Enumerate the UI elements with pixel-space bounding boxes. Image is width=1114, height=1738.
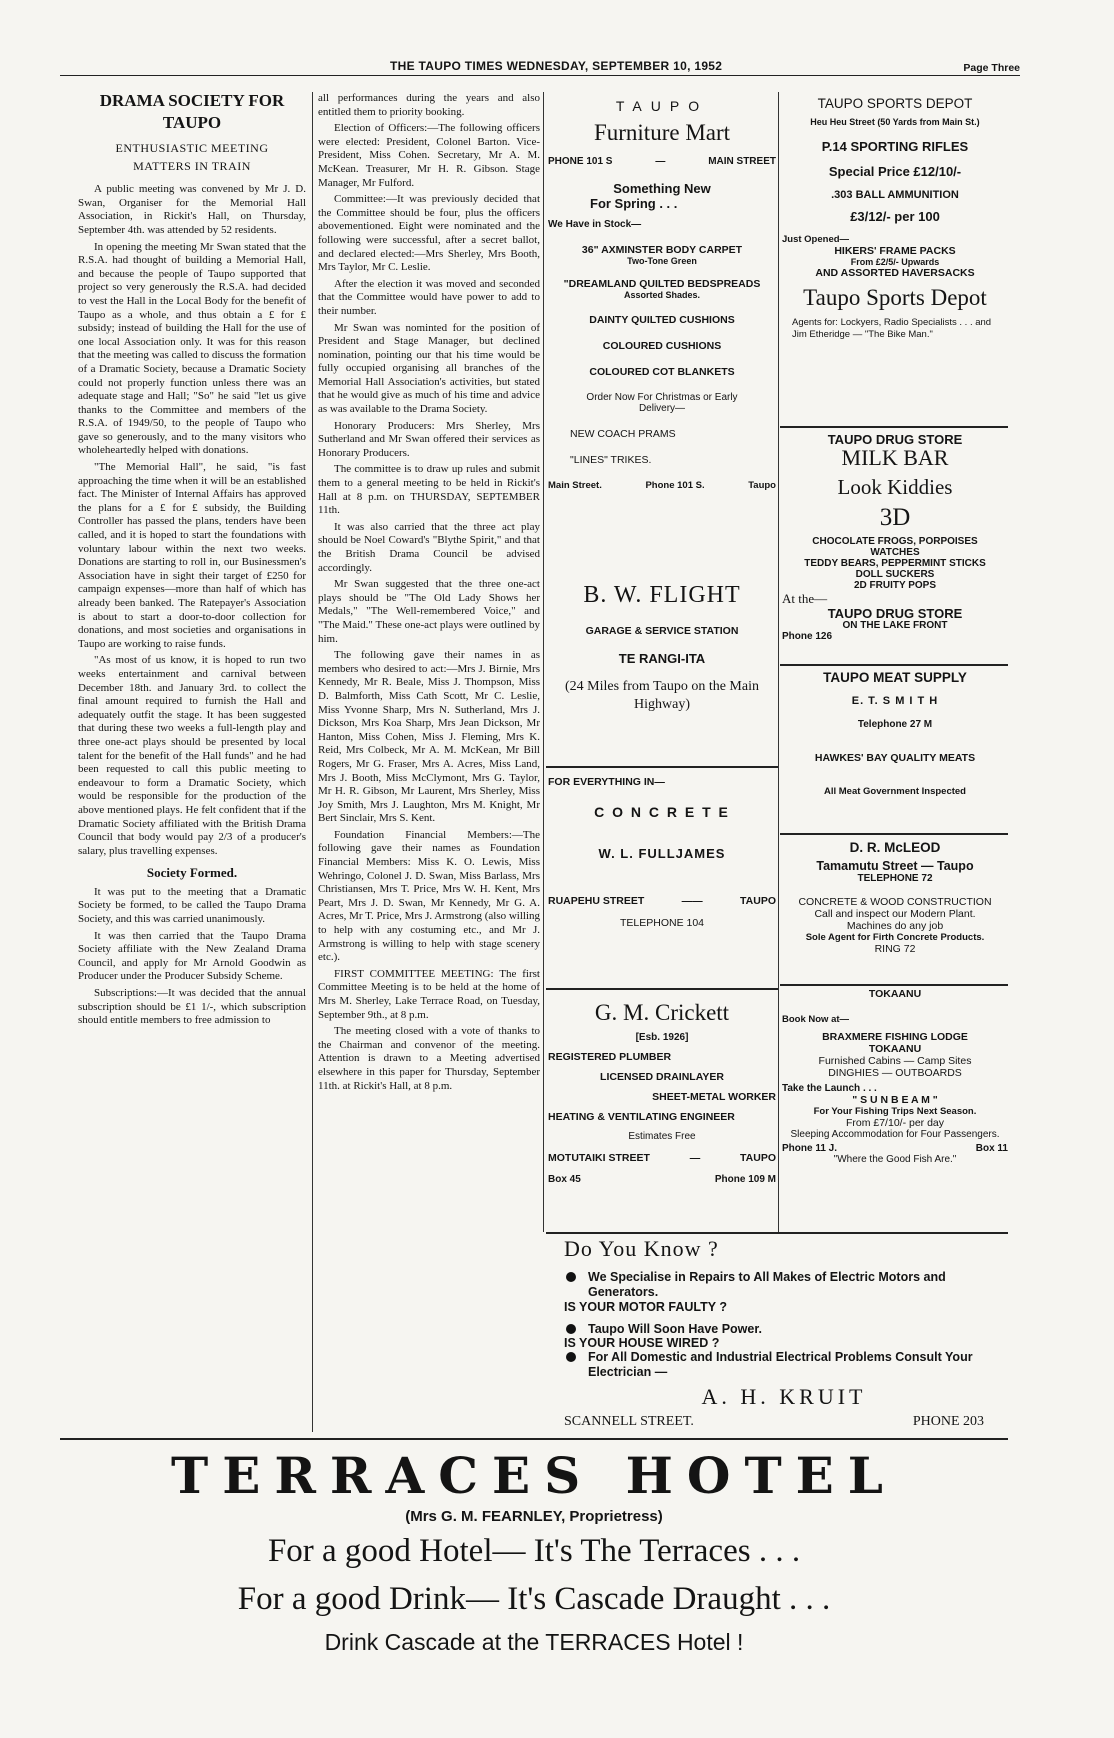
section-heading: Society Formed. [146, 865, 238, 881]
ad-line: CONCRETE & WOOD CONSTRUCTION [798, 896, 992, 908]
ad-line: HIKERS' FRAME PACKS [834, 245, 956, 257]
ad-line: HAWKES' BAY QUALITY MEATS [814, 752, 976, 764]
paragraph: The committee is to draw up rules and submit them to a general meeting to be held in Rickit's Hall at 8 p.m. on THURSDAY, SEPTEMBER 11th. [318, 463, 540, 517]
ad-item: COLOURED COT BLANKETS [589, 366, 735, 378]
ad-line: From £2/5/- Upwards [850, 257, 940, 267]
ad-line: GARAGE & SERVICE STATION [585, 625, 739, 637]
ad-item-sub: Two-Tone Green [627, 256, 697, 266]
ad-box: Box 45 [548, 1174, 581, 1185]
ad-line: For Your Fishing Trips Next Season. [813, 1106, 977, 1117]
paragraph: "The Memorial Hall", he said, "is fast approaching the time when it will be an established fact. The Minister of Internal Affairs has approved the plans for a £ for £ subsidy, the Building Controller has passed the plans, tenders have been called, and it is hoped to start the foundations with voluntary labour within the next two weeks. Donations are starting to roll in, our Businessmen's Association have in sight their target of £250 for campaign expenses—more than half of which has already been banked. The Ratepayer's Association is about to start a door-to-door collection for donations, and most societies and organisations in Taupo are working to raise funds. [78, 461, 306, 650]
ad-title: MILK BAR [841, 445, 949, 470]
paragraph: Foundation Financial Members:—The following gave their names as Foundation Financial Members: Miss K. O. Lewis, Miss Wehringo, Colonel J. D. Swan, Miss Barlass, Mrs Christiansen, Mrs T. Price, Mrs W. H. Kent, Mrs Peart, Mrs J. D. Swan, Mr Kennedy, Mr G. A. Acres, Mr T. Price, Mrs J. Armstrong (also willing to help with any costuming etc., and Mr J. Armstrong is willing to help with stage scenery etc.). [318, 828, 540, 964]
ad-line: Something New [613, 181, 711, 196]
ad-line: " S U N B E A M " [852, 1094, 938, 1106]
ad-divider [780, 426, 1008, 428]
ad-item: 36" AXMINSTER BODY CARPET [581, 244, 743, 256]
column-divider [312, 92, 313, 1432]
ad-sports-depot [782, 96, 1008, 341]
paragraph: FIRST COMMITTEE MEETING: The first Committee Meeting is to be held at the home of Mrs M. Sherley, Lake Terrace Road, on Tuesday, September 9th., at 8 p.m. [318, 967, 540, 1021]
ad-street: RUAPEHU STREET [548, 895, 645, 907]
masthead [60, 56, 1020, 76]
ad-divider [780, 984, 1008, 986]
ad-tokaanu [782, 988, 1008, 1165]
ad-phone: TELEPHONE 72 [857, 873, 933, 884]
ad-dash: — [655, 156, 666, 167]
paragraph: The following gave their names in as members who desired to act:—Mrs J. Birnie, Mrs Kennedy, Mr R. Beale, Miss J. Thompson, Miss D. Balmforth, Miss Cath Scott, Mr C. Leslie, Miss Yvonne Sharp, Mrs N. Sutherland, Mrs J. Dickson, Mrs Koa Sharp, Mrs Jean Dickson, Mr Hanton, Miss Cohen, Miss J. Fleming, Mrs K. Reid, Mrs Colbeck, Mr A. M. McKean, Mr Bill Rogers, Mr G. Fraser, Mrs A. Acres, Miss Land, Mrs J. Booth, Miss McClymont, Mrs G. Taylor, Mr H. R. Gibson, Mr Laurent, Mrs Sherley, Miss Joy Smith, Mrs J. Laughton, Mrs M. Knight, Mr Bert Sinclair, Mrs S. Kent. [318, 649, 540, 825]
paragraph: After the election it was moved and seconded that the Committee would have power to add to their number. [318, 277, 540, 317]
ad-street: MAIN STREET [708, 156, 776, 167]
ad-title: TAUPO DRUG STORE [827, 432, 963, 447]
column-divider [778, 92, 779, 1232]
ad-crickett [548, 1000, 776, 1185]
ad-dash: —— [681, 895, 703, 907]
ad-line: DINGHIES — OUTBOARDS [828, 1067, 962, 1079]
ad-contact-row [548, 1174, 776, 1185]
bullet-icon [566, 1324, 576, 1334]
ad-contact-row [564, 1414, 1004, 1430]
ad-divider [780, 664, 1008, 666]
article-subhead: ENTHUSIASTIC MEETING [115, 141, 269, 155]
paragraph: Mr Swan was nominted for the position of President and Stage Manager, but declined nomination, pointing our that his time would be fully occupied organising all branches of the Memorial Hall Association's activities, but stated that he would give as much of his time and advice as was available to the Drama Society. [318, 321, 540, 416]
ad-phone: Phone 11 J. [782, 1143, 838, 1154]
ad-phone: PHONE 203 [912, 1414, 984, 1429]
ad-divider [546, 988, 778, 990]
ad-title: TERRACES HOTEL [171, 1446, 897, 1505]
ad-slogan: For a good Drink— It's Cascade Draught . . . [237, 1581, 831, 1617]
ad-bw-flight [548, 582, 776, 714]
paragraph: "As most of us know, it is hoped to run two weeks entertainment and carnival between December 18th. and January 3rd. to collect the final amount required to furnish the Hall and adequately outfit the stage. It has been suggested that during these two weeks a full-length play and three one-act plays should be presented by local talent for the benefit of the Hall funds" and he had been requested to call this public meeting to endeavour to form a Dramatic Society, which would be responsible for the production of the above mentioned plays. He felt confident that if the Dramatic Society affiliated with the British Drama Council that body would pay 2/3 of a producer's salary, plus travelling expenses. [78, 654, 306, 857]
ad-line: E. T. S M I T H [851, 695, 939, 707]
ad-title: G. M. Crickett [594, 1000, 730, 1025]
ad-street: MOTUTAIKI STREET [548, 1152, 650, 1164]
ad-slogan: For a good Hotel— It's The Terraces . . . [267, 1533, 801, 1569]
ad-line: For Spring . . . [590, 196, 678, 211]
ad-line: BRAXMERE FISHING LODGE [822, 1031, 968, 1043]
ad-line: HEATING & VENTILATING ENGINEER [548, 1111, 735, 1123]
ad-item: NEW COACH PRAMS [570, 428, 676, 440]
ad-line: FOR EVERYTHING IN— [548, 776, 665, 788]
page-number: Page Three [963, 62, 1020, 74]
ad-divider [546, 1232, 1008, 1234]
ad-line: £3/12/- per 100 [850, 209, 940, 224]
ad-line: Order Now For Christmas or Early Delivery— [586, 392, 738, 414]
article-headline: DRAMA SOCIETY FOR TAUPO [99, 91, 285, 132]
ad-price: 3D [879, 504, 911, 531]
article-subhead: MATTERS IN TRAIN [133, 158, 251, 173]
ad-contact-row [548, 1152, 776, 1164]
ad-dash: — [689, 1152, 701, 1164]
paragraph: The meeting closed with a vote of thanks to the Chairman and convenor of the meeting. Attention is drawn to a Meeting advertised elsewhere in this paper for Thursday, September 11th. at Rickit's Hall, at 8 p.m. [318, 1025, 540, 1092]
paragraph: Honorary Producers: Mrs Sherley, Mrs Sutherland and Mr Swan offered their services as Honorary Producers. [318, 419, 540, 459]
ad-line: AND ASSORTED HAVERSACKS [815, 267, 975, 279]
ad-title: B. W. FLIGHT [583, 582, 741, 608]
ad-title: Look Kiddies [837, 475, 953, 499]
paragraph: Mr Swan suggested that the three one-act plays should be "The Old Lady Shows her Medals," "The Well-remembered Voice," and "The Maid." These one-act plays were outlined by him. [318, 578, 540, 645]
ad-title: TAUPO SPORTS DEPOT [817, 96, 973, 111]
ad-phone: Phone 109 M [714, 1174, 776, 1185]
ad-divider [546, 766, 778, 768]
ad-phone: TELEPHONE 104 [619, 917, 705, 929]
ad-line: Sleeping Accommodation for Four Passengers. [790, 1129, 1000, 1140]
ad-title: D. R. McLEOD [849, 840, 941, 855]
ad-title: W. L. FULLJAMES [598, 846, 726, 861]
ad-drug-store [782, 432, 1008, 642]
ad-contact-row [548, 156, 776, 167]
ad-line: From £7/10/- per day [845, 1117, 945, 1129]
ad-line: LICENSED DRAINLAYER [600, 1071, 724, 1083]
ad-line: 2D FRUITY POPS [853, 580, 937, 591]
column-divider [543, 92, 544, 1232]
ad-line: P.14 SPORTING RIFLES [821, 139, 969, 154]
ad-bullet-text: We Specialise in Repairs to All Makes of Electric Motors and Generators. [588, 1270, 946, 1299]
ad-furniture-mart [548, 94, 776, 534]
ad-line: SHEET-METAL WORKER [652, 1091, 776, 1103]
paragraph: Election of Officers:—The following officers were elected: President, Colonel Barton. Vice-President, Miss Cohen. Secretary, Mr A. M. McKean. Treasurer, Mr H. R. Gibson. Stage Manager, Mr Fulford. [318, 122, 540, 189]
paragraph: all performances during the years and also entitled them to priority booking. [318, 92, 540, 118]
ad-concrete [548, 776, 776, 929]
ad-divider [780, 833, 1008, 835]
ad-title: C O N C R E T E [594, 804, 730, 820]
ad-line: IS YOUR HOUSE WIRED ? [564, 1336, 720, 1350]
masthead-title: THE TAUPO TIMES WEDNESDAY, SEPTEMBER 10, 1952 [390, 59, 723, 73]
ad-item: "DREAMLAND QUILTED BEDSPREADS [563, 278, 761, 290]
ad-phone: RING 72 [874, 943, 916, 955]
ad-meat-supply [782, 670, 1008, 797]
ad-line: All Meat Government Inspected [823, 786, 966, 797]
ad-footer [548, 480, 776, 491]
ad-title: Do You Know ? [564, 1236, 719, 1261]
ad-line: Tamamutu Street — Taupo [816, 859, 974, 873]
ad-line: Estimates Free [628, 1131, 696, 1142]
paragraph: A public meeting was convened by Mr J. D. Swan, Organiser for the Memorial Hall Association, in Rickit's Hall, on Thursday, September 4th. was attended by 52 residents. [78, 183, 306, 236]
ad-bullet-text: Taupo Will Soon Have Power. [588, 1322, 762, 1336]
ad-title: A. H. KRUIT [701, 1384, 867, 1409]
ad-bullet [564, 1350, 1004, 1380]
ad-town: TAUPO [740, 895, 776, 907]
ad-bullet-text: For All Domestic and Industrial Electrical Problems Consult Your Electrician — [588, 1350, 973, 1379]
ad-line: WATCHES [870, 547, 920, 558]
ad-item: COLOURED CUSHIONS [602, 340, 722, 352]
ad-mcleod [782, 840, 1008, 955]
ad-line: DOLL SUCKERS [855, 569, 935, 580]
ad-line: (Mrs G. M. FEARNLEY, Proprietress) [405, 1508, 663, 1525]
ad-terraces-hotel [60, 1448, 1008, 1656]
ad-phone: Phone 126 [782, 631, 833, 642]
ad-title: Furniture Mart [593, 120, 731, 145]
paragraph: In opening the meeting Mr Swan stated that the R.S.A. had thought of building a Memorial Hall, and because the people of Taupo supported that project so very generously the R.S.A. had decided to vest the Hall in the Local Body for the benefit of Taupo as a whole, and thus obtain a £ for £ subsidy; instead of building the Hall for the use of one local Association only. It was for this reason that the meeting was called to discuss the formation of a Dramatic Society, because a Dramatic Society could not properly function unless there was an adequate stage and Hall; "So" he said "let us give thanks to the Committee and members of the R.S.A. of 1949/50, to the people of Taupo who gave so generously, and to the many visitors who wholeheartedly helped with donations. [78, 240, 306, 457]
ad-line: .303 BALL AMMUNITION [831, 189, 959, 201]
ad-line: TE RANGI-ITA [618, 651, 706, 666]
ad-phone: PHONE 101 S [548, 156, 613, 167]
ad-line: Just Opened— [782, 234, 850, 245]
ad-phone: Phone 101 S. [645, 480, 705, 491]
ad-line: Take the Launch . . . [782, 1083, 877, 1094]
ad-line: IS YOUR MOTOR FAULTY ? [564, 1300, 727, 1314]
ad-town: Taupo [748, 480, 776, 491]
ad-label: TAUPO [615, 98, 709, 114]
ad-line: Heu Heu Street (50 Yards from Main St.) [810, 117, 980, 127]
ad-line: (24 Miles from Taupo on the Main Highway) [565, 679, 759, 712]
paragraph: It was also carried that the three act play should be Noel Coward's "Blythe Spirit," and that the British Drama Council be advised accordingly. [318, 520, 540, 574]
bullet-icon [566, 1352, 576, 1362]
article-column-1 [78, 90, 306, 1435]
ad-line: [Esb. 1926] [635, 1032, 689, 1043]
ad-line: TOKAANU [868, 1043, 922, 1055]
ad-contact-row [782, 1143, 1008, 1154]
ad-line: Call and inspect our Modern Plant. [814, 908, 976, 920]
ad-bullet [564, 1270, 1004, 1300]
ad-line: We Have in Stock— [548, 219, 642, 230]
paragraph: Committee:—It was previously decided that the Committee should be four, plus the officers abovementioned. Eight were nominated and the following were successful, after a secret ballot, and declared elected:—Mrs Sherley, Mrs Booth, Mrs Taylor, Mr C. Leslie. [318, 193, 540, 274]
ad-item-sub: Assorted Shades. [623, 290, 701, 300]
ad-title: TAUPO DRUG STORE [827, 606, 963, 621]
ad-title: TOKAANU [868, 988, 922, 1000]
paragraph: It was put to the meeting that a Dramatic Society be formed, to be called the Taupo Drama Society, and this was carried unanimously. [78, 885, 306, 926]
ad-item: DAINTY QUILTED CUSHIONS [589, 314, 735, 326]
ad-line: At the— [782, 591, 828, 606]
ad-slogan: Drink Cascade at the TERRACES Hotel ! [324, 1629, 744, 1655]
ad-line: TEDDY BEARS, PEPPERMINT STICKS [804, 558, 986, 569]
ad-kruit [564, 1236, 1004, 1430]
ad-line: "Where the Good Fish Are." [833, 1154, 957, 1165]
ad-bullet [564, 1322, 1004, 1336]
ad-line: Special Price £12/10/- [828, 164, 962, 179]
ad-line: ON THE LAKE FRONT [842, 620, 948, 631]
ad-line: Agents for: Lockyers, Radio Specialists . . . and Jim Etheridge — "The Bike Man." [792, 317, 992, 340]
ad-street: Main Street. [548, 480, 602, 491]
paragraph: It was then carried that the Taupo Drama Society affiliate with the New Zealand Drama Council, and apply for Mr Arnold Goodwin as Producer under the Producer Subsidy Scheme. [78, 929, 306, 983]
bullet-icon [566, 1272, 576, 1282]
ad-street: SCANNELL STREET. [564, 1414, 694, 1429]
ad-line: REGISTERED PLUMBER [548, 1051, 672, 1063]
ad-line: Machines do any job [846, 920, 944, 932]
ad-title: TAUPO MEAT SUPPLY [823, 670, 967, 685]
ad-item: "LINES" TRIKES. [570, 454, 652, 466]
paragraph: Subscriptions:—It was decided that the annual subscription should be £1 1/-, which subscription should entitle members to free admission to [78, 987, 306, 1027]
ad-line: Book Now at— [782, 1014, 850, 1025]
ad-title: Taupo Sports Depot [803, 285, 987, 310]
ad-town: TAUPO [740, 1152, 776, 1164]
ad-phone: Telephone 27 M [857, 719, 933, 730]
ad-box: Box 11 [975, 1143, 1008, 1154]
ad-line: CHOCOLATE FROGS, PORPOISES [812, 536, 978, 547]
ad-contact-row [548, 895, 776, 907]
ad-line: Furnished Cabins — Camp Sites [818, 1055, 972, 1067]
article-column-2 [318, 92, 540, 1435]
ad-line: Sole Agent for Firth Concrete Products. [805, 932, 985, 943]
page-divider [60, 1438, 1008, 1440]
